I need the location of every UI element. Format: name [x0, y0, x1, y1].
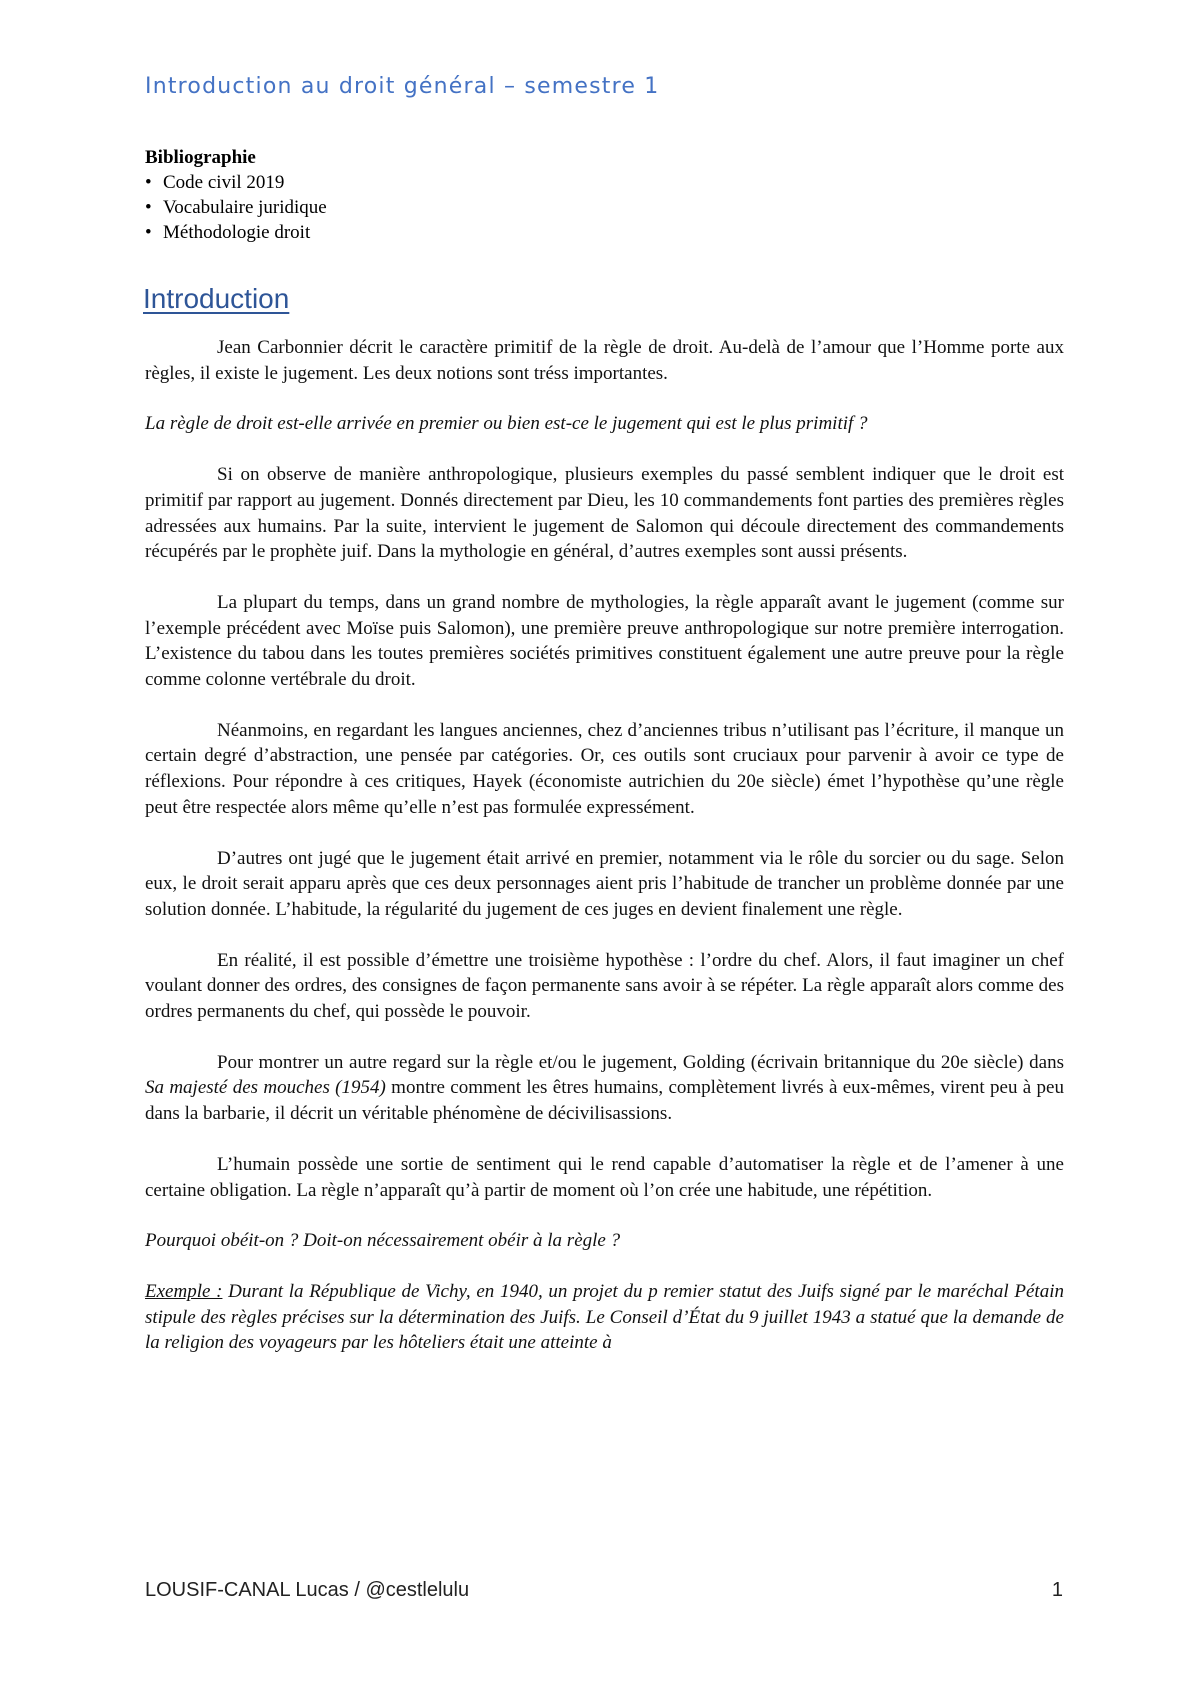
document-title: Introduction au droit général – semestre 1 — [145, 74, 660, 99]
paragraph: Si on observe de manière anthropologique, plusieurs exemples du passé semblent indiquer que le droit est primitif par rapport au jugement. Donnés directement par Dieu, les 10 commandements font parties des premières règles adressées aux humains. Par la suite, intervient le jugement de Salomon qui découle directement des commandements récupérés par le prophète juif. Dans la mythologie en général, d’autres exemples sont aussi présents. — [145, 464, 1064, 563]
bibliography-item: • Vocabulaire juridique — [145, 197, 327, 218]
paragraph: En réalité, il est possible d’émettre une troisième hypothèse : l’ordre du chef. Alors, il faut imaginer un chef voulant donner des ordres, des consignes de façon permanente sans avoir à se répéter. La règle apparaît alors comme des ordres permanents du chef, qui possède le pouvoir. — [145, 949, 1064, 1023]
paragraph: D’autres ont jugé que le jugement était arrivé en premier, notamment via le rôle du sorcier ou du sage. Selon eux, le droit serait apparu après que ces deux personnages aient pris l’habitude de trancher un problème donnée par une solution donnée. L’habitude, la régularité du jugement de ces juges en devient finalement une règle. — [145, 847, 1064, 920]
paragraph: La plupart du temps, dans un grand nombre de mythologies, la règle apparaît avant le jugement (comme sur l’exemple précédent avec Moïse puis Salomon), une première preuve anthropologique sur notre première interrogation. L’existence du tabou dans les toutes premières sociétés primitives constituent également une autre preuve pour la règle comme colonne vertébrale du droit. — [145, 591, 1064, 691]
example-label: Exemple : — [145, 1280, 223, 1302]
bibliography-item: • Méthodologie droit — [145, 222, 311, 243]
bullet-icon: • — [145, 172, 152, 193]
question-paragraph: Pourquoi obéit-on ? Doit-on nécessairement obéir à la règle ? — [145, 1230, 621, 1252]
page-number: 1 — [1051, 1579, 1063, 1601]
paragraph: Jean Carbonnier décrit le caractère primitif de la règle de droit. Au-delà de l’amour que l’Homme porte aux règles, il existe le jugement. Les deux notions sont tréss importantes. — [145, 337, 1064, 384]
paragraph: Pour montrer un autre regard sur la règle et/ou le jugement, Golding (écrivain britannique du 20e siècle) dans Sa majesté des mouches (1954) montre comment les êtres humains, complètement livrés à eux-mêmes, virent peu à peu dans la barbarie, il décrit un véritable phénomène de décivilisassions. — [145, 1051, 1064, 1125]
bullet-icon: • — [145, 222, 152, 243]
question-paragraph: La règle de droit est-elle arrivée en premier ou bien est-ce le jugement qui est le plus primitif ? — [145, 413, 868, 435]
footer-author: LOUSIF-CANAL Lucas / @cestlelulu — [145, 1579, 470, 1601]
paragraph: Néanmoins, en regardant les langues anciennes, chez d’anciennes tribus n’utilisant pas l’écriture, il manque un certain degré d’abstraction, une pensée par catégories. Or, ces outils sont cruciaux pour parvenir à avoir ce type de réflexions. Pour répondre à ces critiques, Hayek (économiste autrichien du 20e siècle) émet l’hypothèse qu’une règle peut être respectée alors même qu’elle n’est pas formulée expressément. — [145, 719, 1064, 818]
bibliography-list — [145, 170, 1045, 245]
example-paragraph: Exemple : Durant la République de Vichy, en 1940, un projet du p remier statut des Juifs signé par le maréchal Pétain stipule des règles précises sur la détermination des Juifs. Le Conseil d’État du 9 juillet 1943 a statué que la demande de la religion des voyageurs par les hôteliers était une atteinte à — [145, 1280, 1064, 1354]
document-body — [145, 335, 1064, 1381]
book-title: Sa majesté des mouches (1954) — [145, 1077, 386, 1099]
page-footer — [145, 1579, 1063, 1602]
bibliography-item: • Code civil 2019 — [145, 172, 285, 193]
bibliography-heading: Bibliographie — [145, 147, 256, 168]
bibliography — [145, 145, 1045, 245]
paragraph: L’humain possède une sortie de sentiment qui le rend capable d’automatiser la règle et de l’amener à une certaine obligation. La règle n’apparaît qu’à partir de moment où l’on crée une habitude, une répétition. — [145, 1153, 1064, 1201]
section-heading: Introduction — [143, 283, 290, 314]
bullet-icon: • — [145, 197, 152, 218]
